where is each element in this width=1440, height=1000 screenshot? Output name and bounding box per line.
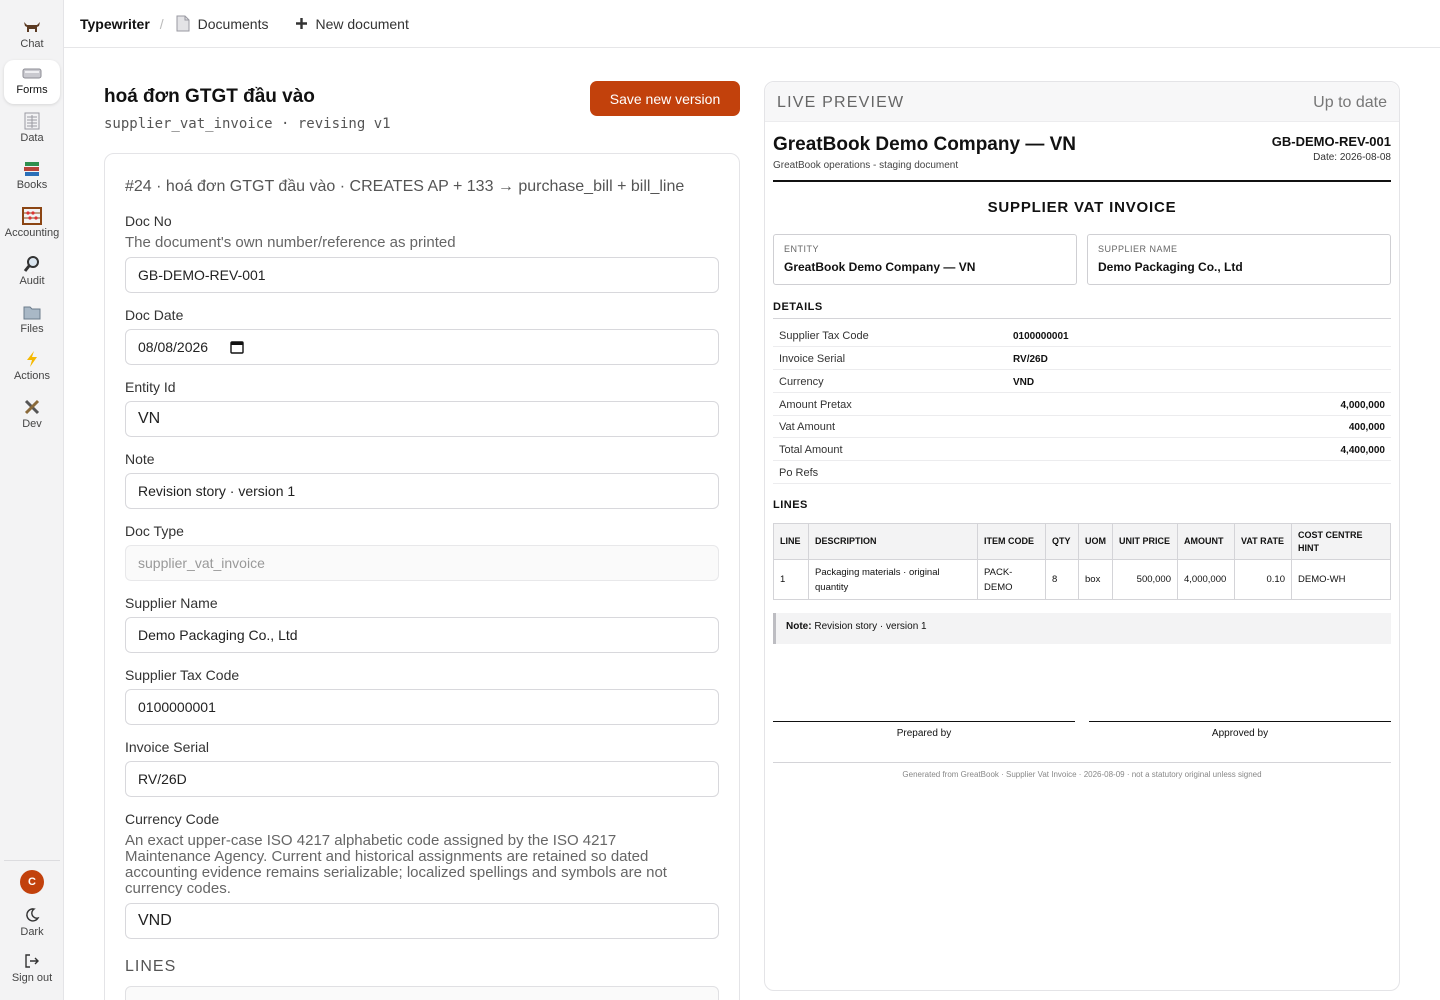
prepared-by-signature: Prepared by — [773, 721, 1075, 739]
invoice-footer: Generated from GreatBook · Supplier Vat Invoice · 2026-08-09 · not a statutory original unless signed — [902, 770, 1262, 779]
nav-actions[interactable] — [4, 346, 60, 390]
avatar[interactable]: C — [20, 870, 44, 894]
nav-accounting[interactable] — [4, 203, 60, 247]
dark-mode-toggle[interactable] — [4, 902, 60, 946]
party-entity — [773, 234, 1077, 285]
detail-key: Currency — [779, 376, 824, 388]
nav-accounting-label: Accounting — [4, 227, 60, 239]
top-bar — [64, 0, 1440, 48]
nav-chat[interactable] — [4, 14, 60, 58]
party-supplier-key: SUPPLIER NAME — [1098, 244, 1178, 254]
nav-forms[interactable] — [4, 60, 60, 104]
nav-files-label: Files — [20, 323, 44, 335]
doc-type-value: supplier_vat_invoice — [138, 555, 265, 571]
invoice-tagline: GreatBook operations - staging document — [773, 160, 959, 171]
nav-dev[interactable] — [4, 394, 60, 438]
invoice-company: GreatBook Demo Company — VN — [773, 134, 1076, 155]
party-entity-value: GreatBook Demo Company — VN — [784, 260, 976, 274]
approved-by-signature: Approved by — [1089, 721, 1391, 739]
invoice-date: Date: 2026-08-08 — [1313, 152, 1391, 163]
lines-editor[interactable] — [125, 986, 719, 1000]
doc-no-value: GB-DEMO-REV-001 — [138, 267, 266, 283]
column-header: QTY — [1046, 524, 1079, 560]
detail-key: Supplier Tax Code — [779, 330, 869, 342]
nav-audit[interactable] — [4, 251, 60, 295]
supplier-tax-code-input[interactable] — [125, 689, 719, 725]
column-header: COST CENTRE HINT — [1292, 524, 1391, 560]
note-input[interactable] — [125, 473, 719, 509]
doc-date-input[interactable] — [125, 329, 719, 365]
form-card — [104, 153, 740, 1000]
new-document-link[interactable] — [296, 16, 408, 32]
nav-chat-label: Chat — [20, 38, 44, 50]
invoice-serial-value: RV/26D — [138, 771, 187, 787]
sidebar — [0, 0, 64, 1000]
party-supplier — [1087, 234, 1391, 285]
note-label: Note — [125, 451, 155, 467]
invoice-serial-input[interactable] — [125, 761, 719, 797]
sign-out-label: Sign out — [11, 972, 53, 984]
detail-key: Amount Pretax — [779, 399, 852, 411]
table-cell: 4,000,000 — [1178, 560, 1235, 600]
table-cell: 0.10 — [1235, 560, 1292, 600]
invoice-note-label: Note: — [786, 621, 812, 632]
invoice-heading: SUPPLIER VAT INVOICE — [987, 199, 1177, 216]
invoice-note-text: Revision story · version 1 — [814, 621, 927, 632]
party-supplier-value: Demo Packaging Co., Ltd — [1098, 260, 1243, 274]
detail-value: RV/26D — [1013, 354, 1048, 365]
entity-id-value: VN — [138, 410, 161, 427]
column-header: LINE — [774, 524, 809, 560]
supplier-name-input[interactable] — [125, 617, 719, 653]
table-cell: 8 — [1046, 560, 1079, 600]
breadcrumb-app[interactable]: Typewriter — [80, 15, 150, 32]
detail-row — [773, 393, 1391, 416]
detail-key: Vat Amount — [779, 421, 836, 433]
save-new-version-button[interactable]: Save new version — [590, 81, 740, 116]
currency-code-input[interactable] — [125, 903, 719, 939]
moon-icon — [22, 906, 42, 924]
detail-key: Total Amount — [779, 444, 843, 456]
detail-row — [773, 324, 1391, 347]
tools-icon — [22, 398, 42, 416]
nav-data-label: Data — [20, 132, 44, 144]
doc-date-label: Doc Date — [125, 307, 184, 323]
plus-icon — [296, 18, 307, 29]
column-header: ITEM CODE — [978, 524, 1046, 560]
preview-status: Up to date — [1313, 94, 1387, 111]
calendar-icon[interactable] — [230, 340, 244, 354]
sign-out-icon — [22, 952, 42, 970]
table-cell: DEMO-WH — [1292, 560, 1391, 600]
doc-type-input — [125, 545, 719, 581]
party-entity-key: ENTITY — [784, 244, 820, 254]
nav-dev-label: Dev — [22, 418, 42, 430]
detail-row — [773, 461, 1391, 484]
table-cell: PACK-DEMO — [978, 560, 1046, 600]
books-icon — [22, 159, 42, 177]
folder-icon — [22, 303, 42, 321]
detail-value: 400,000 — [1348, 422, 1385, 433]
supplier-name-value: Demo Packaging Co., Ltd — [138, 627, 298, 643]
currency-code-help: An exact upper-case ISO 4217 alphabetic code assigned by the ISO 4217 Maintenance Agency. Current and historical assignments are retained so dated accounting evidence remains serializable; localized spellings and symbols are not currency codes. — [125, 832, 667, 897]
sign-out-button[interactable] — [4, 948, 60, 992]
detail-row — [773, 438, 1391, 461]
nav-actions-label: Actions — [13, 370, 51, 382]
live-preview-panel — [764, 81, 1400, 991]
table-row — [774, 560, 1391, 600]
supplier-name-label: Supplier Name — [125, 595, 218, 611]
details-rule — [773, 318, 1391, 319]
page-title: hoá đơn GTGT đầu vào — [104, 86, 315, 107]
entity-id-input[interactable] — [125, 401, 719, 437]
invoice-note — [773, 613, 1391, 644]
sidebar-divider — [4, 860, 60, 861]
invoice-serial-label: Invoice Serial — [125, 739, 210, 755]
new-document-label: New document — [315, 15, 409, 32]
invoice-doc-no: GB-DEMO-REV-001 — [1271, 134, 1391, 149]
doc-no-help: The document's own number/reference as printed — [125, 234, 456, 251]
lines-title: LINES — [773, 499, 808, 511]
column-header: UOM — [1079, 524, 1113, 560]
document-icon — [176, 15, 190, 32]
nav-books-label: Books — [16, 179, 48, 191]
detail-row — [773, 415, 1391, 438]
nav-forms-label: Forms — [16, 84, 48, 96]
currency-code-value: VND — [138, 912, 172, 929]
magnifier-icon — [22, 255, 42, 273]
breadcrumb-documents-label: Documents — [197, 15, 269, 32]
table-cell: Packaging materials · original quantity — [809, 560, 978, 600]
breadcrumb-separator: / — [159, 15, 164, 32]
column-header: UNIT PRICE — [1113, 524, 1178, 560]
nav-files[interactable] — [4, 299, 60, 343]
breadcrumb-documents[interactable] — [176, 15, 269, 32]
ox-icon — [22, 18, 42, 36]
nav-audit-label: Audit — [19, 275, 45, 287]
detail-value: VND — [1013, 377, 1035, 388]
doc-type-label: Doc Type — [125, 523, 184, 539]
page-subtitle: supplier_vat_invoice · revising v1 — [104, 116, 391, 132]
detail-value: 4,400,000 — [1340, 445, 1385, 456]
column-header: DESCRIPTION — [809, 524, 978, 560]
detail-key: Po Refs — [779, 467, 819, 479]
nav-books[interactable] — [4, 155, 60, 199]
keyboard-icon — [22, 64, 42, 82]
doc-no-input[interactable] — [125, 257, 719, 293]
note-value: Revision story · version 1 — [138, 483, 296, 499]
detail-row — [773, 347, 1391, 370]
abacus-icon — [22, 207, 42, 225]
preview-header — [765, 82, 1399, 122]
invoice-header-rule — [773, 180, 1391, 182]
column-header: VAT RATE — [1235, 524, 1292, 560]
table-cell: 500,000 — [1113, 560, 1178, 600]
lightning-icon — [22, 350, 42, 368]
currency-code-label: Currency Code — [125, 811, 220, 827]
detail-value: 0100000001 — [1013, 331, 1069, 342]
footer-rule — [773, 762, 1391, 763]
doc-no-label: Doc No — [125, 213, 172, 229]
preview-label: LIVE PREVIEW — [777, 94, 905, 111]
spreadsheet-icon — [22, 112, 42, 130]
lines-table — [773, 523, 1391, 600]
doc-date-value: 08/08/2026 — [138, 339, 209, 355]
supplier-tax-code-value: 0100000001 — [138, 699, 216, 715]
supplier-tax-code-label: Supplier Tax Code — [125, 667, 240, 683]
entity-id-label: Entity Id — [125, 379, 176, 395]
column-header: AMOUNT — [1178, 524, 1235, 560]
table-cell: 1 — [774, 560, 809, 600]
lines-header-row — [774, 524, 1391, 560]
details-title: DETAILS — [773, 301, 823, 313]
table-cell: box — [1079, 560, 1113, 600]
detail-key: Invoice Serial — [779, 353, 846, 365]
detail-row — [773, 370, 1391, 393]
lines-section-title: LINES — [125, 958, 177, 975]
form-meta: #24 · hoá đơn GTGT đầu vào · CREATES AP + 133 → purchase_bill + bill_line — [125, 178, 685, 195]
detail-value: 4,000,000 — [1340, 400, 1385, 411]
nav-data[interactable] — [4, 108, 60, 152]
dark-mode-label: Dark — [20, 926, 44, 938]
